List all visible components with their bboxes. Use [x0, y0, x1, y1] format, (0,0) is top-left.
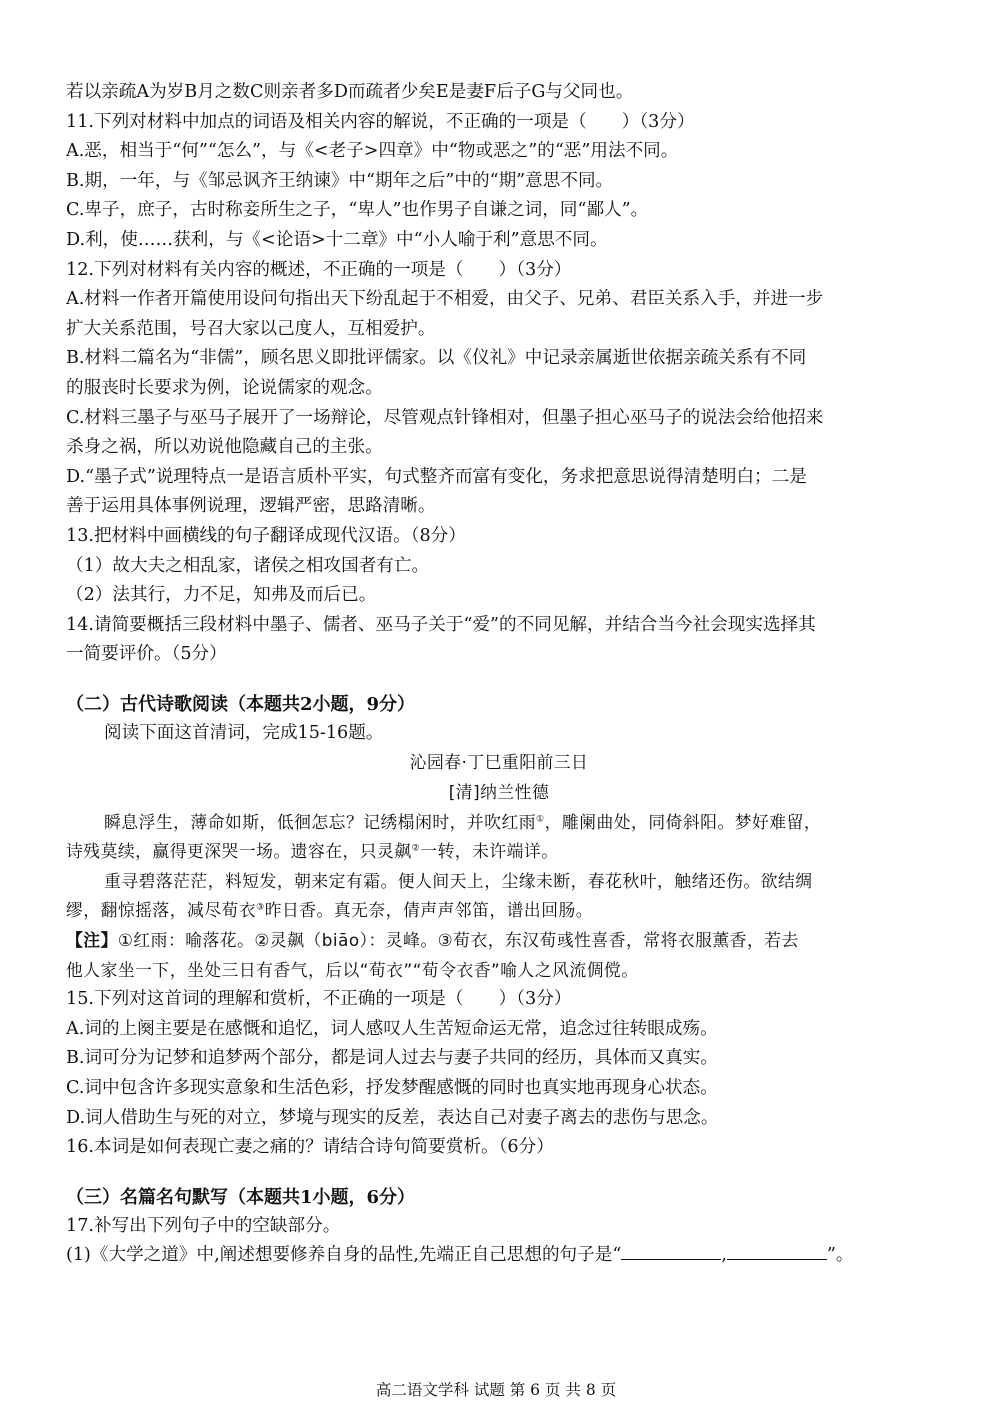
q12-option-d-cont: 善于运用具体事例说理，逻辑严密，思路清晰。 [66, 496, 436, 517]
poem-title: 沁园春·丁巳重阳前三日 [409, 752, 589, 773]
poem-intro: 阅读下面这首清词，完成15-16题。 [104, 722, 384, 743]
answer-blank-2[interactable] [727, 1241, 827, 1260]
q14-line-2: 一简要评价。（5分） [66, 644, 227, 665]
footnote-marker: ③ [256, 902, 265, 913]
q13-stem: 13.把材料中画横线的句子翻译成现代汉语。（8分） [66, 525, 466, 546]
section-3-heading: （三）名篇名句默写（本题共1小题，6分） [66, 1186, 416, 1208]
poem-notes: 【注】①红雨：喻落花。②灵飙（biāo）：灵峰。③荀衣，东汉荀彧性喜香，常将衣服薰香，若去 [66, 930, 799, 951]
poem-line-3: 重寻碧落茫茫，料短发，朝来定有霜。便人间天上，尘缘未断，春花秋叶，触绪还伤。欲结绸 [104, 870, 813, 891]
q12-option-b: B.材料二篇名为“非儒”，顾名思义即批评儒家。以《仪礼》中记录亲属逝世依据亲疏关系有不同 [66, 348, 807, 369]
section-2-heading: （二）古代诗歌阅读（本题共2小题，9分） [66, 693, 416, 715]
footnote-marker: ② [411, 843, 421, 854]
q12-option-b-cont: 的服丧时长要求为例，论说儒家的观念。 [66, 377, 383, 398]
q15-option-d: D.词人借助生与死的对立，梦境与现实的反差，表达自己对妻子离去的悲伤与思念。 [66, 1107, 719, 1128]
q15-option-a: A.词的上阕主要是在感慨和追忆，词人感叹人生苦短命运无常，追念过往转眼成殇。 [66, 1018, 718, 1039]
q12-option-d: D.“墨子式”说理特点一是语言质朴平实，句式整齐而富有变化，务求把意思说得清楚明白；二是 [66, 466, 807, 487]
question-13 [66, 522, 932, 611]
poem-notes-cont: 他人家坐一下，坐处三日有香气，后以“荀衣”“荀令衣香”喻人之风流倜傥。 [66, 959, 639, 980]
poem-author: [清]纳兰性德 [448, 782, 550, 803]
question-15 [66, 985, 932, 1133]
q11-option-d: D.利，使……获利，与《<论语>十二章》中“小人喻于利”意思不同。 [66, 229, 608, 250]
note-mark: 【注】 [66, 930, 118, 951]
poem-line-2: 诗残莫续，赢得更深哭一场。遗容在，只灵飙②一转，未许端详。 [66, 841, 559, 862]
question-14 [66, 611, 932, 670]
q15-stem: 15.下列对这首词的理解和赏析，不正确的一项是（ ）（3分） [66, 989, 572, 1010]
q12-option-c-cont: 杀身之祸，所以劝说他隐藏自己的主张。 [66, 437, 383, 458]
exam-page [66, 78, 932, 1271]
q12-option-a: A.材料一作者开篇使用设问句指出天下纷乱起于不相爱，由父子、兄弟、君臣关系入手，并进一步 [66, 289, 824, 310]
question-11 [66, 108, 932, 256]
poem-body [66, 808, 932, 986]
question-12 [66, 256, 932, 522]
q17-item-1: (1)《大学之道》中,阐述想要修养自身的品性,先端正自己思想的句子是“ , ”。 [66, 1241, 932, 1271]
q12-option-c: C.材料三墨子与巫马子展开了一场辩论，尽管观点针锋相对，但墨子担心巫马子的说法会给他招来 [66, 407, 824, 428]
q14-line-1: 14.请简要概括三段材料中墨子、儒者、巫马子关于“爱”的不同见解，并结合当今社会现实选择其 [66, 614, 816, 635]
q13-sentence-2: （2）法其行，力不足，知弗及而后已。 [66, 585, 377, 606]
answer-blank-1[interactable] [621, 1241, 721, 1260]
q12-stem: 12.下列对材料有关内容的概述，不正确的一项是（ ）（3分） [66, 259, 572, 280]
q11-stem: 11.下列对材料中加点的词语及相关内容的解说，不正确的一项是（ ）（3分） [66, 111, 695, 132]
page-footer: 高二语文学科 试题 第 6 页 共 8 页 [375, 1381, 617, 1399]
q15-option-c: C.词中包含许多现实意象和生活色彩，抒发梦醒感慨的同时也真实地再现身心状态。 [66, 1078, 718, 1098]
continued-text: 若以亲疏A为岁B月之数C则亲者多D而疏者少矣E是妻F后子G与父同也。 [66, 82, 634, 102]
q12-option-a-cont: 扩大关系范围，号召大家以己度人，互相爱护。 [66, 318, 436, 339]
q11-option-c: C.卑子，庶子，古时称妾所生之子，“卑人”也作男子自谦之词，同“鄙人”。 [66, 200, 649, 221]
q11-option-b: B.期，一年，与《邹忌讽齐王纳谏》中“期年之后”中的“期”意思不同。 [66, 170, 614, 191]
q15-option-b: B.词可分为记梦和追梦两个部分，都是词人过去与妻子共同的经历，具体而又真实。 [66, 1048, 718, 1069]
poem-line-4: 缪，翻惊摇落，减尽荀衣③昨日香。真无奈，倩声声邻笛，谱出回肠。 [66, 900, 594, 921]
poem-line-1: 瞬息浮生，薄命如斯，低徊怎忘？记绣榻闲时，并吹红雨①，雕阑曲处，同倚斜阳。梦好难留， [104, 811, 822, 832]
q11-option-a: A.恶，相当于“何”“怎么”，与《<老子>四章》中“物或恶之”的“恶”用法不同。 [66, 141, 679, 162]
footnote-marker: ① [536, 814, 545, 825]
question-17: 17.补写出下列句子中的空缺部分。 [66, 1215, 341, 1236]
question-16: 16.本词是如何表现亡妻之痛的？请结合诗句简要赏析。（6分） [66, 1137, 554, 1158]
q13-sentence-1: （1）故大夫之相乱家，诸侯之相攻国者有亡。 [66, 555, 430, 576]
